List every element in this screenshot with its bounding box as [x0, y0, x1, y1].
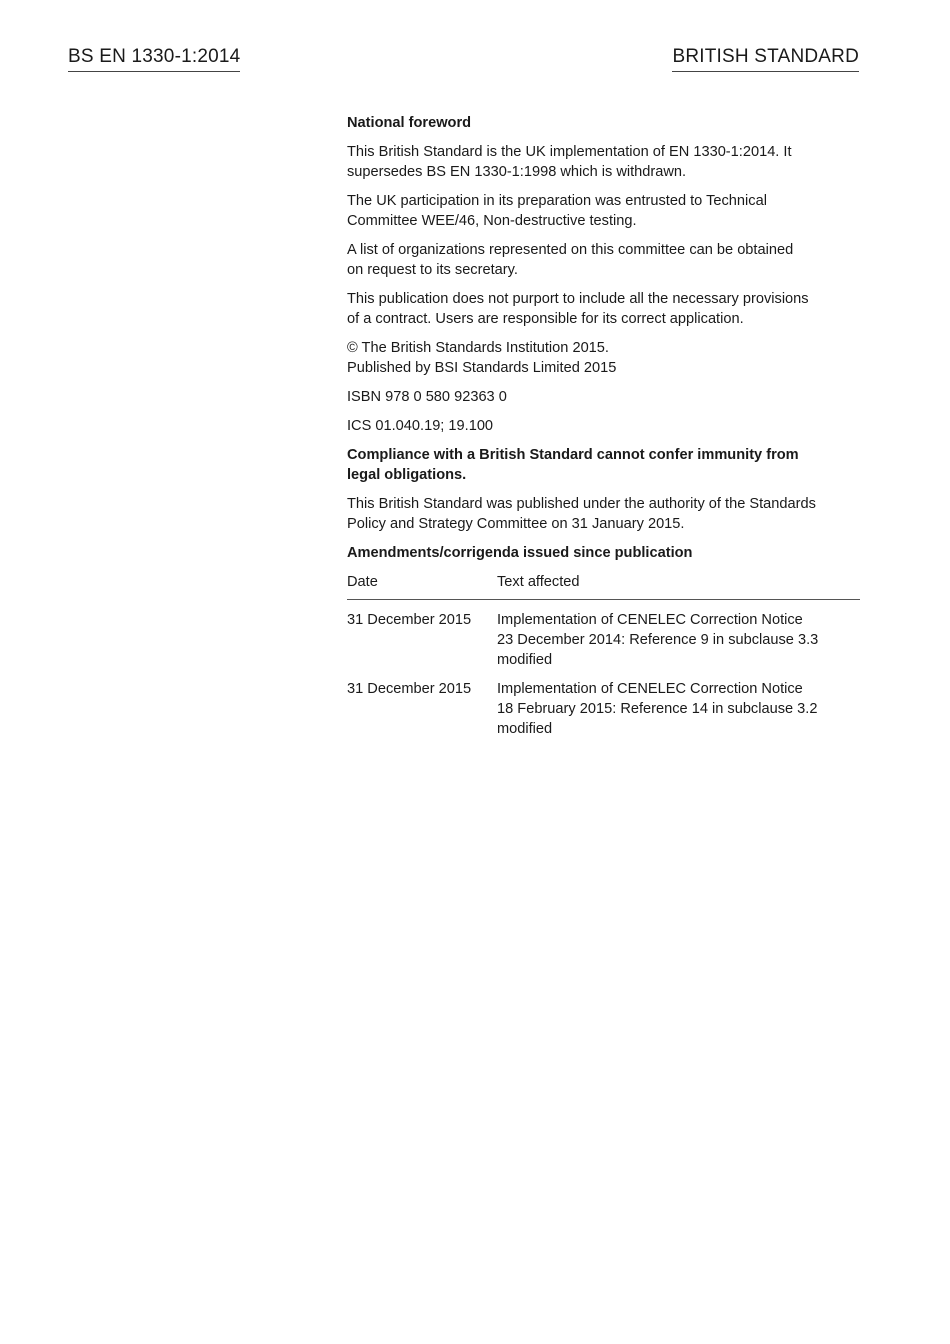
participation-paragraph [347, 191, 860, 231]
paragraph-line: legal obligations. [347, 467, 467, 483]
paragraph-line: The UK participation in its preparation was entrusted to Technical [347, 193, 767, 209]
paragraph-line: © The British Standards Institution 2015. [347, 340, 609, 356]
paragraph-line: This British Standard is the UK implementation of EN 1330-1:2014. It [347, 144, 792, 160]
authority-paragraph [347, 494, 860, 534]
amendment-text-line: 23 December 2014: Reference 9 in subclause 3.3 [497, 632, 819, 648]
paragraph-line: Compliance with a British Standard cannot confer immunity from [347, 447, 799, 463]
table-header-row [347, 572, 860, 600]
amendment-text-line: Implementation of CENELEC Correction Notice [497, 681, 803, 697]
provisions-paragraph [347, 289, 860, 329]
paragraph-line: Published by BSI Standards Limited 2015 [347, 360, 617, 376]
amendment-date: 31 December 2015 [347, 681, 472, 697]
organizations-paragraph [347, 240, 860, 280]
isbn: ISBN 978 0 580 92363 0 [347, 389, 507, 405]
amendment-text-line: Implementation of CENELEC Correction Notice [497, 612, 803, 628]
amendment-text-line: modified [497, 652, 553, 668]
paragraph-line: of a contract. Users are responsible for its correct application. [347, 311, 744, 327]
table-row [347, 670, 860, 739]
ics-code: ICS 01.040.19; 19.100 [347, 418, 494, 434]
amendments-table [347, 572, 860, 739]
paragraph-line: on request to its secretary. [347, 262, 518, 278]
paragraph-line: This publication does not purport to include all the necessary provisions [347, 291, 809, 307]
paragraph-line: supersedes BS EN 1330-1:1998 which is withdrawn. [347, 164, 687, 180]
paragraph-line: Policy and Strategy Committee on 31 January 2015. [347, 516, 685, 532]
paragraph-line: Committee WEE/46, Non-destructive testing. [347, 213, 637, 229]
column-header-date: Date [347, 572, 497, 600]
amendment-text-line: 18 February 2015: Reference 14 in subclause 3.2 [497, 701, 818, 717]
paragraph-line: A list of organizations represented on this committee can be obtained [347, 242, 794, 258]
foreword-title: National foreword [347, 115, 472, 131]
implementation-paragraph [347, 142, 860, 182]
column-header-text-affected: Text affected [497, 572, 860, 600]
document-number: BS EN 1330-1:2014 [68, 46, 240, 72]
copyright-notice [347, 338, 860, 378]
amendment-text-line: modified [497, 721, 553, 737]
amendment-text [497, 600, 860, 671]
amendment-text [497, 670, 860, 739]
amendments-title: Amendments/corrigenda issued since publication [347, 545, 693, 561]
national-foreword [347, 113, 860, 739]
compliance-statement [347, 445, 860, 485]
paragraph-line: This British Standard was published under the authority of the Standards [347, 496, 816, 512]
table-row [347, 600, 860, 671]
document-type: BRITISH STANDARD [672, 46, 859, 72]
amendment-date: 31 December 2015 [347, 612, 472, 628]
